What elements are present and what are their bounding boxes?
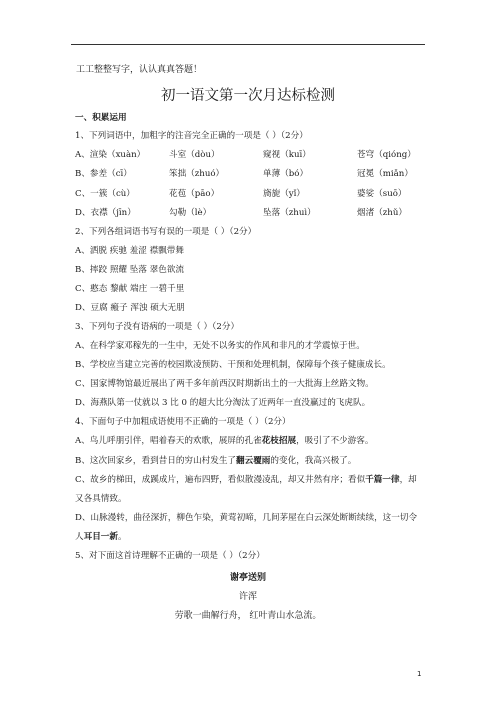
section-heading: 一、积累运用 [75,113,127,123]
option-text: A、鸟儿呼朋引伴，唱着春天的欢歌，展屏的孔雀 [75,436,262,446]
question-2-option-a: A、洒脱 疾驰 羞涩 襟飘带舞 [75,246,184,256]
question-2-stem: 2、下列各组词语书写有误的一项是（ ）（2分） [75,227,257,237]
option-term: C、一簇（cù） [75,189,135,199]
option-term: D、衣襟（jīn） [75,208,136,218]
question-4-stem: 4、下面句子中加粗成语使用不正确的一项是（ ）（2分） [75,417,291,427]
question-4-option-c-continued: 又各具情致。 [75,494,127,504]
option-term: 旖旎（yǐ） [263,189,305,199]
option-term: 烟渚（zhǔ） [357,208,407,218]
question-3-option-d: D、海燕队第一仗就以 3 比 0 的超大比分淘汰了近两年一直没赢过的飞虎队。 [75,398,371,408]
option-text: 的变化，我高兴极了。 [270,456,357,466]
poem-line: 劳歌一曲解行舟， 红叶青山水急流。 [174,611,322,621]
question-1-option-a [75,149,416,161]
bold-idiom: 花枝招展 [261,436,297,446]
poem-author: 许浑 [238,592,257,602]
header-rule [71,44,425,45]
question-4-option-d: D、山脉漫转，曲径深折，柳色乍染，黄莺初啼，几间茅屋在白云深处断断续续，这一切令 [75,513,418,523]
question-4-option-d-continued [75,531,127,543]
question-1-option-d [75,207,407,219]
option-term: B、参差（cī） [75,169,132,179]
option-term: 勾勒（lè） [169,208,212,218]
question-3-option-c: C、国家博物馆最近展出了两千多年前西汉时期新出土的一大批海上丝路文物。 [75,379,374,389]
option-term: 冠冕（miǎn） [357,169,413,179]
option-text: ，吸引了不少游客。 [296,436,374,446]
option-term: 单薄（bó） [263,169,309,179]
bold-idiom: 耳目一新 [83,532,118,542]
question-3-option-b: B、学校应当建立完善的校园欺凌预防、干预和处理机制，保障每个孩子健康成长。 [75,360,391,370]
option-text: C、故乡的梯田，成蹊成片，遍布四野，看似散漫凌乱，却又井然有序；看似 [75,475,366,485]
page-title: 初一语文第一次月达标检测 [161,88,335,104]
question-2-option-c: C、憨态 黎献 端庄 一碧千里 [75,284,185,294]
option-text: ，却 [399,475,417,485]
option-term: 婆娑（suō） [357,189,407,199]
option-term: 窥视（kuī） [263,150,311,160]
option-term: 笨拙（zhuó） [169,169,225,179]
option-term: 斗室（dòu） [169,150,220,160]
bold-idiom: 千篇一律 [365,475,400,485]
question-3-stem: 3、下列句子没有语病的一项是（ ）（2分） [75,322,240,332]
option-text: 人 [75,532,84,542]
bold-idiom: 翻云覆雨 [236,456,271,466]
question-4-option-a [75,435,373,447]
question-4-option-c [75,474,417,486]
question-5-stem: 5、对下面这首诗理解不正确的一项是（ ）（2分） [75,551,265,561]
question-1-stem: 1、下列词语中，加粗字的注音完全正确的一项是（ ）（2分） [75,131,308,141]
question-4-option-b [75,455,356,467]
question-3-option-a: A、在科学家邓稼先的一生中，无处不以务实的作风和非凡的才学震惊于世。 [75,341,365,351]
poem-title: 谢亭送别 [229,573,266,583]
question-1-option-c [75,188,407,200]
option-term: A、渲染（xuàn） [75,150,146,160]
question-2-option-b: B、摔跤 照耀 坠落 翠色欲流 [75,265,185,275]
header-notice: 工工整整写字，认认真真答题！ [76,65,203,75]
option-text: 。 [118,532,127,542]
option-term: 苍穹（qióng） [357,150,416,160]
question-1-option-b [75,168,413,180]
option-term: 花苞（pāo） [169,189,220,199]
page-number: 1 [417,670,422,678]
option-text: B、这次回家乡，看到昔日的穷山村发生了 [75,456,237,466]
option-term: 坠落（zhuì） [263,208,316,218]
question-2-option-d: D、豆腐 瘢子 浑浊 硕大无朋 [75,303,185,313]
